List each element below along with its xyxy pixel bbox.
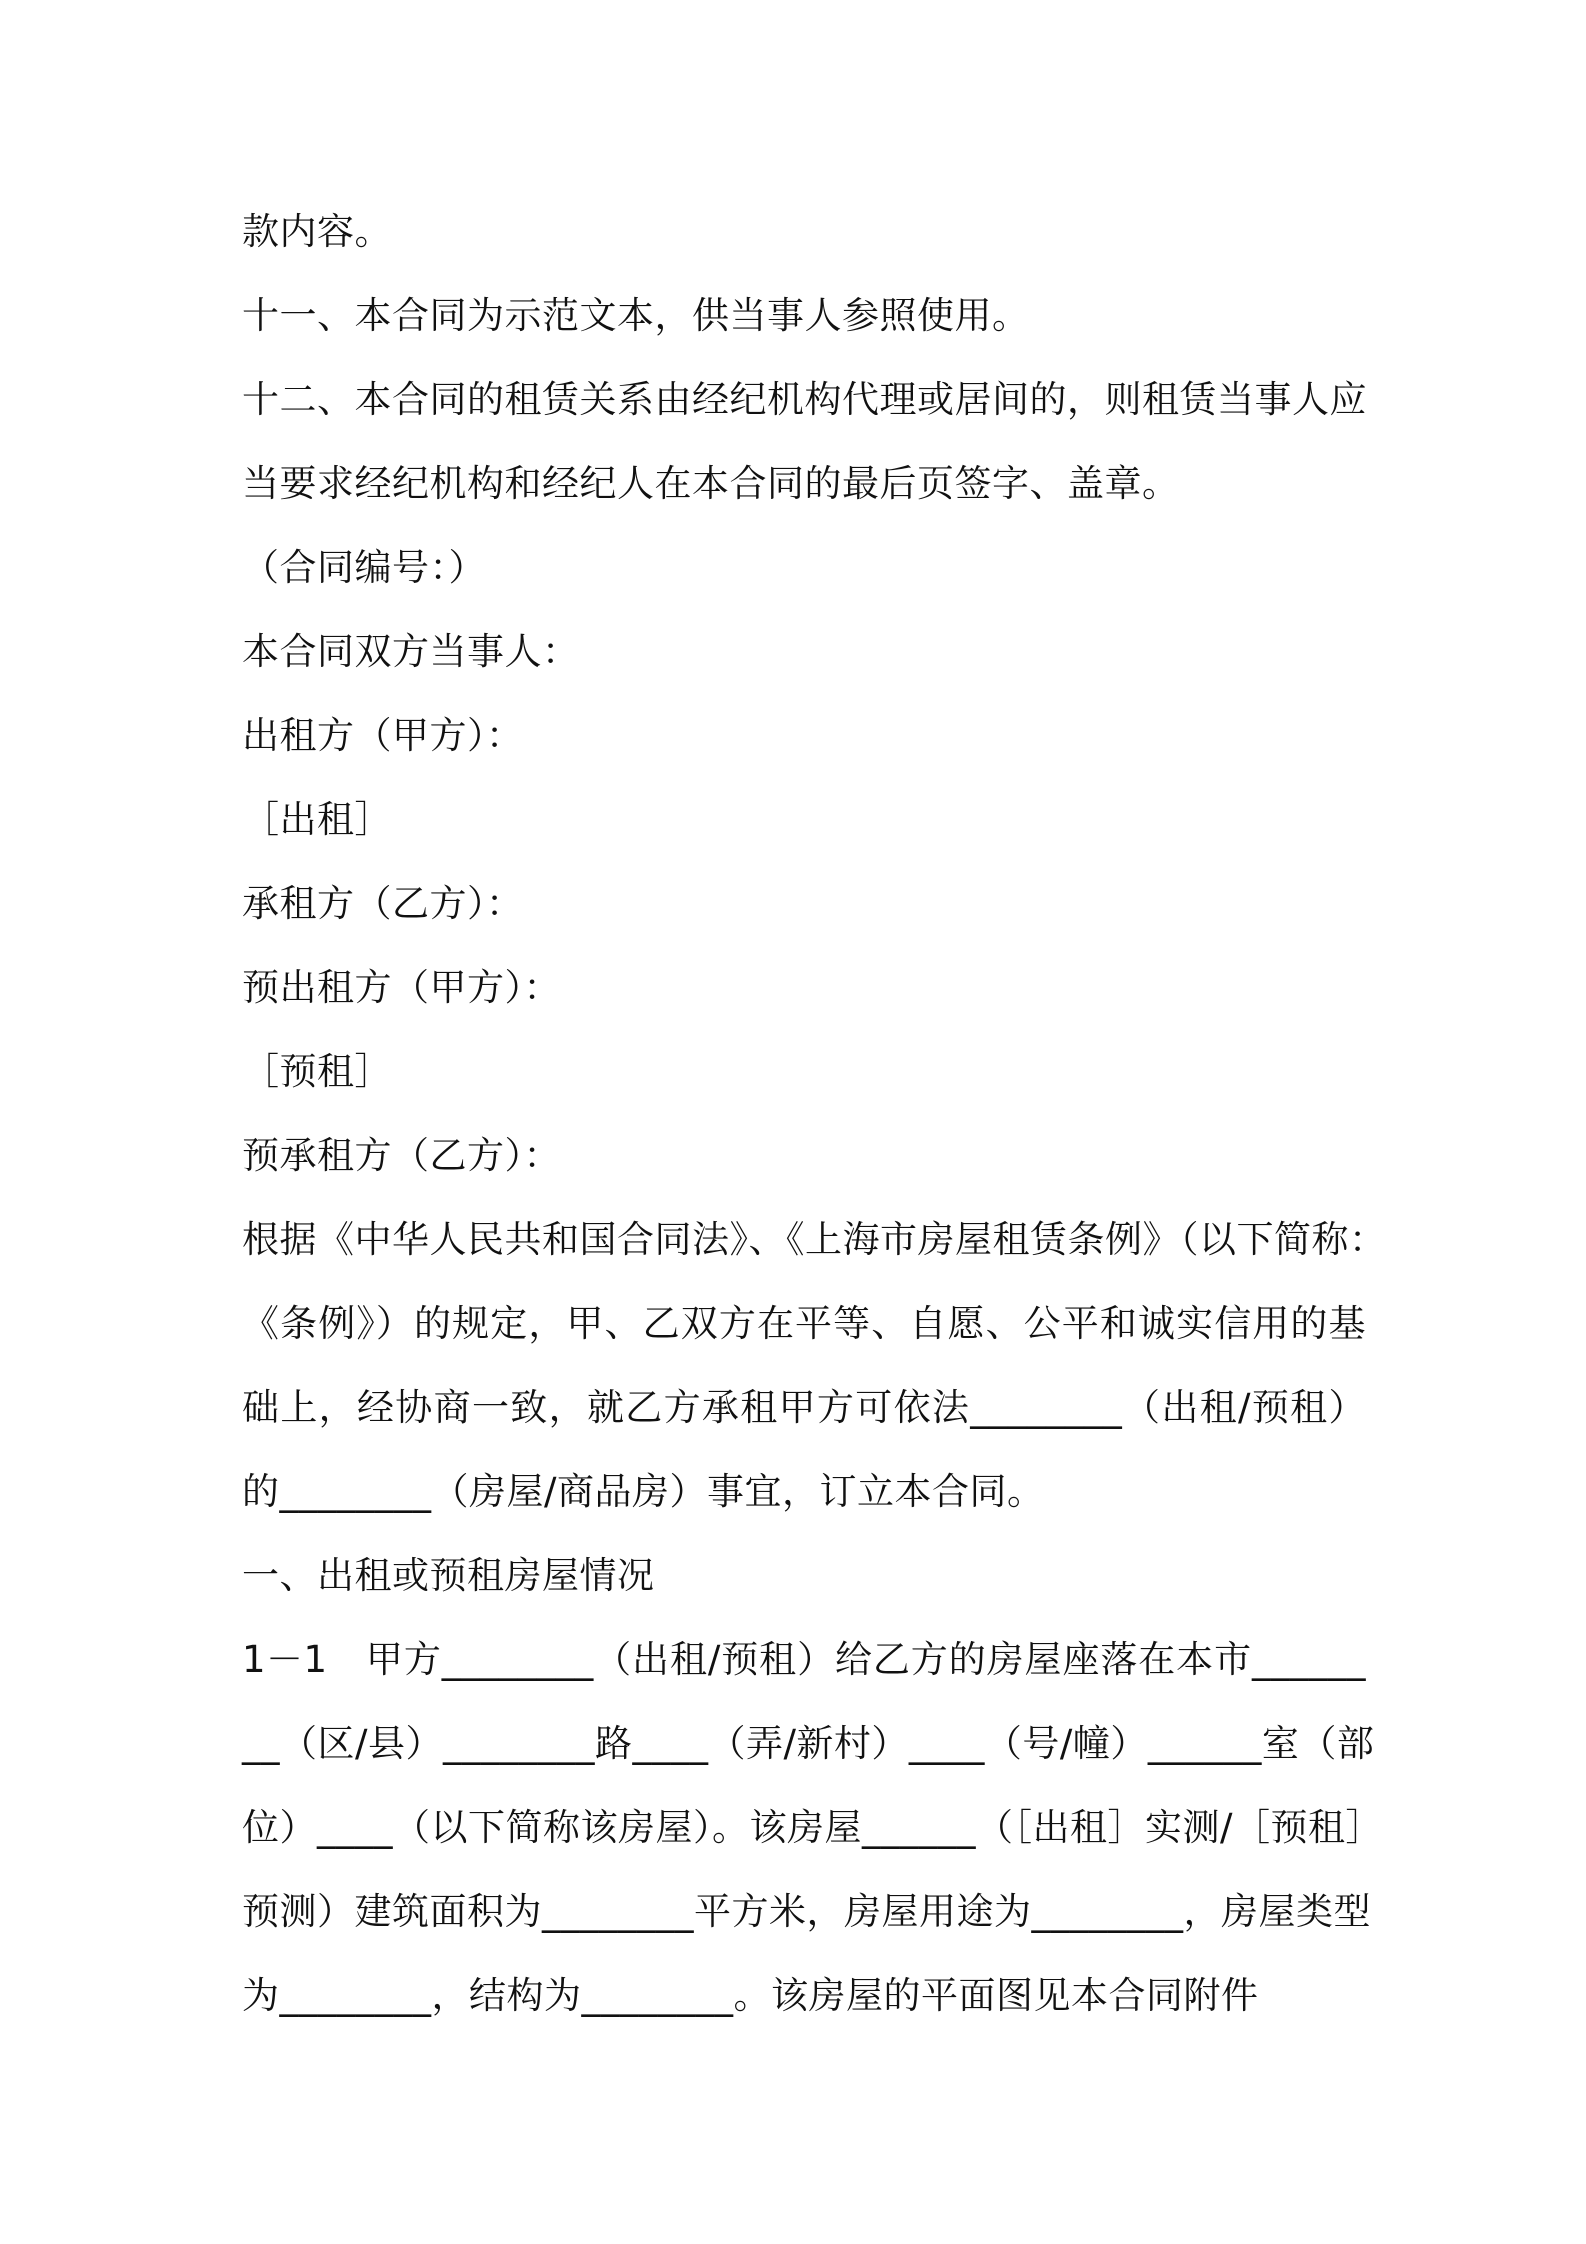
pre-lessor-label: 预出租方（甲方）：: [242, 966, 561, 1009]
contract-number-label: （合同编号：）: [242, 546, 486, 589]
rental-tag: ［出租］: [242, 798, 392, 841]
document-body: [242, 190, 1387, 2038]
preamble-line-1: 根据《中华人民共和国合同法》、《上海市房屋租赁条例》（以下简称：: [242, 1218, 1387, 1261]
clause-twelve-line-2: 当要求经纪机构和经纪人在本合同的最后页签字、盖章。: [242, 462, 1180, 505]
pre-lessee-label: 预承租方（乙方）：: [242, 1134, 561, 1177]
clause-eleven: 十一、本合同为示范文本，供当事人参照使用。: [242, 294, 1030, 337]
preamble-line-4: 的________（房屋/商品房）事宜，订立本合同。: [242, 1470, 1045, 1513]
lessee-label: 承租方（乙方）：: [242, 882, 524, 925]
preamble-line-3: 础上，经协商一致，就乙方承租甲方可依法________（出租/预租）: [242, 1386, 1366, 1429]
parties-heading: 本合同双方当事人：: [242, 630, 580, 673]
clause-1-1-line-4: 预测）建筑面积为________平方米，房屋用途为________，房屋类型: [242, 1890, 1371, 1933]
lessor-label: 出租方（甲方）：: [242, 714, 524, 757]
clause-1-1-line-2: __（区/县）________路____（弄/新村）____（号/幢）______室（部: [242, 1722, 1375, 1765]
section-one-heading: 一、出租或预租房屋情况: [242, 1554, 655, 1597]
clause-1-1-line-3: 位）____（以下简称该房屋）。该房屋______（［出租］实测/［预租］: [242, 1806, 1383, 1849]
text-line-continuation: 款内容。: [242, 210, 392, 253]
clause-1-1-line-1: 1－1 甲方________（出租/预租）给乙方的房屋座落在本市______: [242, 1638, 1366, 1681]
clause-1-1-line-5: 为________，结构为________。该房屋的平面图见本合同附件: [242, 1974, 1259, 2017]
preamble-line-2: 《条例》）的规定，甲、乙双方在平等、自愿、公平和诚实信用的基: [242, 1302, 1366, 1345]
pre-rental-tag: ［预租］: [242, 1050, 392, 1093]
clause-twelve-line-1: 十二、本合同的租赁关系由经纪机构代理或居间的，则租赁当事人应: [242, 378, 1367, 421]
